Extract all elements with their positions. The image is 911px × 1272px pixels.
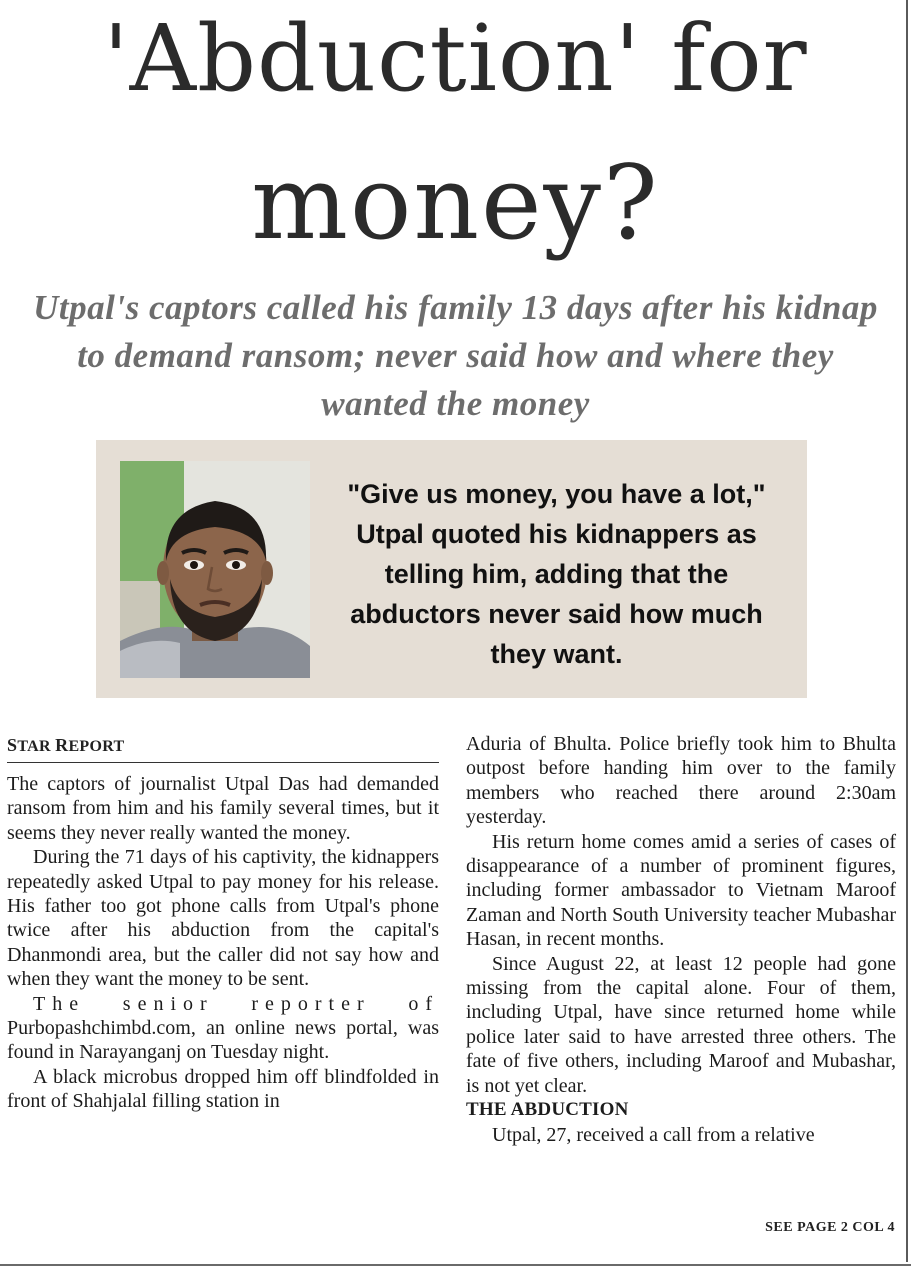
continuation-note: SEE PAGE 2 COL 4 <box>765 1220 895 1235</box>
section-heading: THE ABDUCTION <box>466 1099 629 1121</box>
subheadline: Utpal's captors called his family 13 days after his kidnap to demand ransom; never said how and where they wanted the money <box>33 288 878 423</box>
article-paragraph: His return home comes amid a series of cases of disappearance of a number of prominent figures, including former ambassador to Vietnam Maroof Zaman and North South University teacher Mubashar Hasan, in recent months. <box>466 830 896 951</box>
article-paragraph: The senior reporter of <box>33 992 439 1015</box>
article-paragraph: Purbopashchimbd.com, an online news portal, was found in Narayanganj on Tuesday night. <box>7 1017 439 1064</box>
byline-word-star: TAR <box>17 738 51 755</box>
byline-initial-r: R <box>55 735 69 755</box>
pull-quote-box <box>96 440 807 698</box>
portrait-photo <box>120 461 310 678</box>
pull-quote-text: "Give us money, you have a lot," Utpal quoted his kidnappers as telling him, adding that the abductors never said how much they want. <box>347 479 766 669</box>
byline-initial-s: S <box>7 735 18 755</box>
article-column-right <box>466 732 896 1147</box>
byline-word-report: EPORT <box>68 738 125 755</box>
article-paragraph: The captors of journalist Utpal Das had demanded ransom from him and his family several times, but it seems they never really wanted the money. <box>7 773 439 844</box>
article-paragraph: Since August 22, at least 12 people had gone missing from the capital alone. Four of them, including Utpal, have since returned home while police later said to have arrested three others. The fate of five others, including Maroof and Mubashar, is not yet clear. <box>466 952 896 1097</box>
article-column-left <box>7 772 439 1114</box>
headline-line-1: 'Abduction' for <box>103 5 808 112</box>
article-paragraph: Utpal, 27, received a call from a relative <box>492 1123 815 1146</box>
byline <box>7 735 439 763</box>
portrait-illustration <box>120 461 310 678</box>
article-paragraph: A black microbus dropped him off blindfolded in front of Shahjalal filling station in <box>7 1065 439 1113</box>
page-edge-bottom <box>0 1264 911 1266</box>
article-paragraph: Aduria of Bhulta. Police briefly took him to Bhulta outpost before handing him over to the family members who reached there around 2:30am yesterday. <box>466 733 896 829</box>
article-paragraph: During the 71 days of his captivity, the kidnappers repeatedly asked Utpal to pay money for his release. His father too got phone calls from Utpal's phone twice after his abduction from the capital's Dhanmondi area, but the caller did not say how and when they want the money to be sent. <box>7 846 439 991</box>
headline-line-2: money? <box>251 144 660 263</box>
